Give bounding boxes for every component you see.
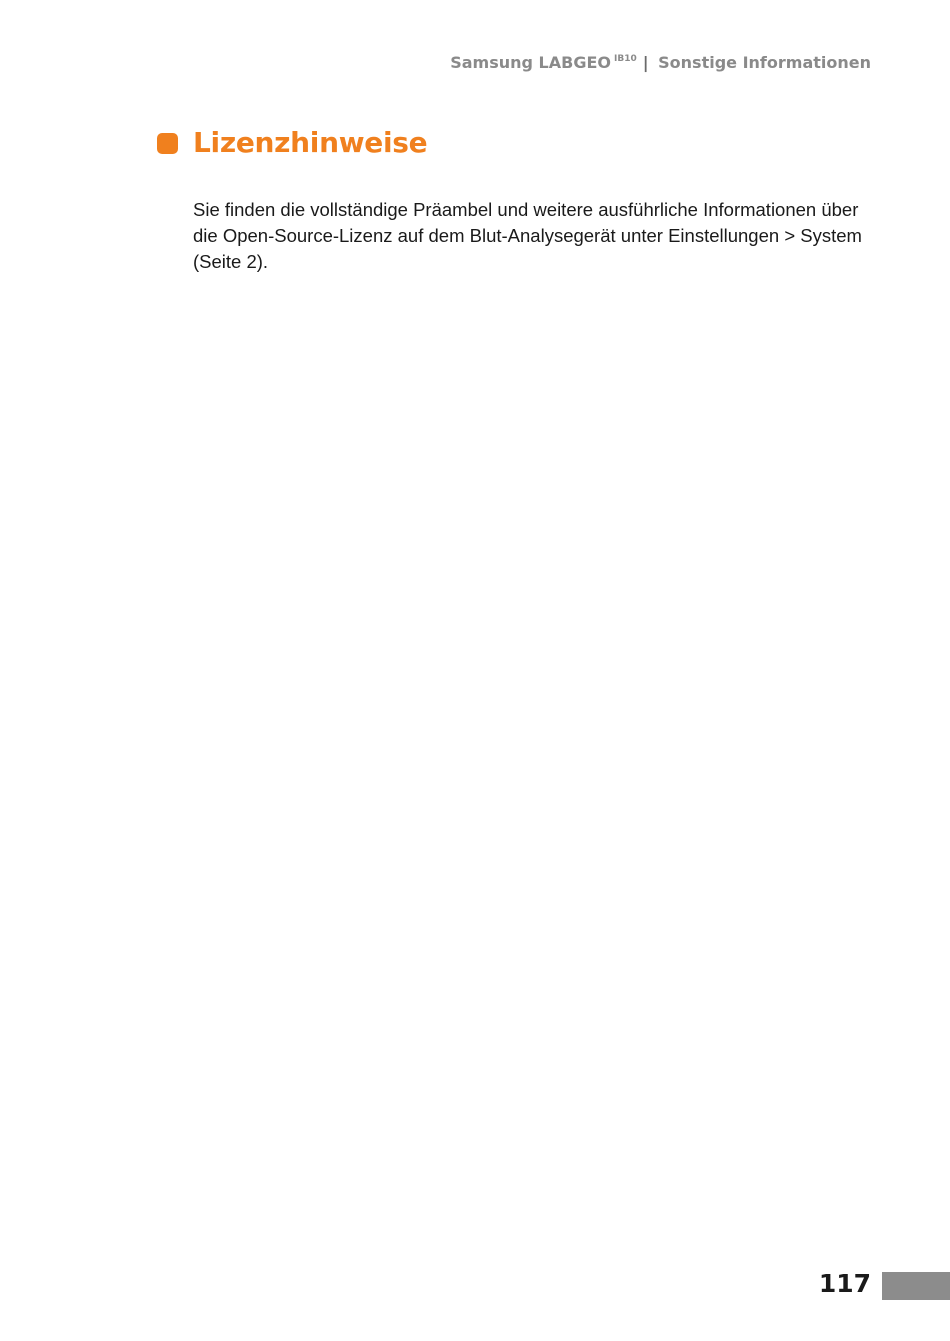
header-separator: | [642,53,649,72]
header-model-superscript: IB10 [613,54,637,64]
heading-bullet-icon [157,133,178,154]
page-number: 117 [818,1269,871,1298]
header-section: Sonstige Informationen [658,53,871,72]
running-header [450,49,871,73]
section-heading [157,124,427,162]
section-body: Sie finden die vollständige Präambel und weitere ausführliche Informationen über die Open-Source-Lizenz auf dem Blut-Analysegerät unter Einstellungen > System (Seite 2). [193,199,862,272]
section-title: Lizenzhinweise [193,126,428,159]
header-product: Samsung LABGEO [450,53,611,72]
page-tab [882,1272,950,1300]
